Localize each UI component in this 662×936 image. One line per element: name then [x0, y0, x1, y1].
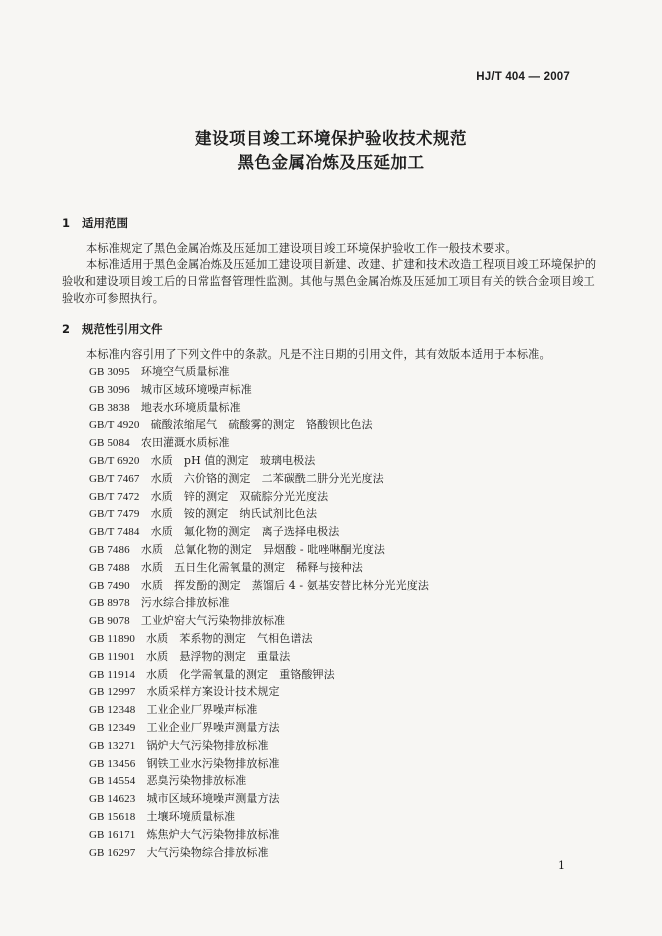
reference-item: [89, 826, 429, 844]
reference-title: 水质 悬浮物的测定 重量法: [146, 649, 291, 663]
reference-item: [89, 808, 429, 826]
reference-item: [89, 719, 429, 737]
reference-item: [89, 772, 429, 790]
reference-item: [89, 416, 429, 434]
reference-code: GB 11890: [89, 632, 135, 645]
reference-title: 土壤环境质量标准: [146, 809, 236, 823]
reference-item: [89, 399, 429, 417]
reference-title: 水质 氟化物的测定 离子选择电极法: [150, 525, 340, 539]
reference-item: [89, 594, 429, 612]
reference-item: [89, 648, 429, 666]
reference-code: GB/T 4920: [89, 419, 140, 432]
reference-item: [89, 790, 429, 808]
reference-item: [89, 577, 429, 595]
reference-item: [89, 434, 429, 452]
reference-code: GB 16171: [89, 828, 136, 841]
reference-title: 硫酸浓缩尾气 硫酸雾的测定 铬酸钡比色法: [150, 418, 373, 432]
reference-code: GB 3838: [89, 401, 130, 414]
reference-code: GB 7490: [89, 579, 130, 592]
reference-code: GB 15618: [89, 810, 136, 823]
paragraph-text: 本标准适用于黑色金属冶炼及压延加工建设项目新建、改建、扩建和技术改造工程项目竣工环境保护的验收和建设项目竣工后的日常监督管理性监测。其他与黑色金属冶炼及压延加工项目有关的铁合金项目竣工验收亦可参照执行。: [62, 258, 597, 305]
reference-item: [89, 488, 429, 506]
section-1-heading: [62, 215, 128, 231]
section-title: 适用范围: [82, 216, 128, 230]
reference-code: GB 11901: [89, 650, 135, 663]
reference-code: GB 12349: [89, 721, 136, 734]
reference-code: GB 13271: [89, 739, 136, 752]
reference-code: GB 3096: [89, 383, 130, 396]
reference-code: GB/T 6920: [89, 454, 140, 467]
reference-item: [89, 541, 429, 559]
reference-item: [89, 452, 429, 470]
reference-title: 钢铁工业水污染物排放标准: [146, 756, 280, 770]
paragraph: [62, 256, 602, 307]
reference-code: GB 16297: [89, 846, 136, 859]
reference-title: 污水综合排放标准: [140, 596, 230, 610]
document-title-line2: 黑色金属冶炼及压延加工: [237, 153, 425, 172]
reference-code: GB 7486: [89, 543, 130, 556]
reference-title: 工业炉窑大气污染物排放标准: [140, 614, 286, 628]
standard-code: HJ/T 404 — 2007: [476, 71, 570, 83]
paragraph-text: 本标准内容引用了下列文件中的条款。凡是不注日期的引用文件，其有效版本适用于本标准。: [86, 348, 551, 361]
reference-title: 大气污染物综合排放标准: [146, 845, 269, 859]
reference-title: 炼焦炉大气污染物排放标准: [146, 827, 280, 841]
reference-title: 水质 五日生化需氧量的测定 稀释与接种法: [140, 560, 363, 574]
reference-title: 水质 六价铬的测定 二苯碳酰二肼分光光度法: [150, 471, 384, 485]
reference-title: 地表水环境质量标准: [140, 400, 241, 414]
reference-item: [89, 559, 429, 577]
reference-code: GB 12997: [89, 686, 136, 699]
reference-code: GB 11914: [89, 668, 135, 681]
reference-title: 水质 挥发酚的测定 蒸馏后 4 - 氨基安替比林分光光度法: [140, 578, 429, 592]
reference-item: [89, 630, 429, 648]
paragraph-text: 本标准规定了黑色金属冶炼及压延加工建设项目竣工环境保护验收工作一般技术要求。: [86, 242, 517, 255]
reference-item: [89, 470, 429, 488]
reference-list: [89, 363, 429, 861]
reference-item: [89, 844, 429, 862]
reference-code: GB 9078: [89, 615, 130, 628]
paragraph: [62, 240, 602, 257]
reference-title: 水质 化学需氧量的测定 重铬酸钾法: [146, 667, 335, 681]
reference-code: GB 14623: [89, 793, 136, 806]
reference-code: GB/T 7472: [89, 490, 140, 503]
reference-item: [89, 363, 429, 381]
reference-title: 水质 总氰化物的测定 异烟酸 - 吡唑啉酮光度法: [140, 542, 385, 556]
reference-code: GB 5084: [89, 437, 130, 450]
reference-item: [89, 666, 429, 684]
reference-title: 工业企业厂界噪声测量方法: [146, 720, 280, 734]
section-number: 2: [62, 322, 71, 336]
reference-item: [89, 701, 429, 719]
reference-title: 城市区域环境噪声测量方法: [146, 792, 280, 806]
reference-title: 恶臭污染物排放标准: [146, 774, 247, 788]
reference-item: [89, 523, 429, 541]
reference-item: [89, 505, 429, 523]
reference-code: GB/T 7479: [89, 508, 140, 521]
reference-title: 环境空气质量标准: [140, 365, 230, 378]
reference-title: 水质 铵的测定 纳氏试剂比色法: [150, 507, 318, 521]
reference-item: [89, 737, 429, 755]
section-title: 规范性引用文件: [82, 322, 163, 336]
section-2-heading: [62, 321, 163, 337]
reference-title: 水质 锌的测定 双硫腙分光光度法: [150, 489, 329, 503]
reference-code: GB 12348: [89, 704, 136, 717]
reference-code: GB 7488: [89, 561, 130, 574]
reference-title: 水质 苯系物的测定 气相色谱法: [146, 631, 313, 645]
section-number: 1: [62, 216, 71, 230]
reference-title: 水质 pH 值的测定 玻璃电极法: [150, 453, 316, 467]
paragraph: [62, 346, 602, 363]
reference-code: GB/T 7484: [89, 526, 140, 539]
reference-title: 城市区域环境噪声标准: [140, 382, 252, 396]
reference-title: 水质采样方案设计技术规定: [146, 685, 280, 699]
document-title-line1: 建设项目竣工环境保护验收技术规范: [195, 129, 467, 148]
reference-title: 锅炉大气污染物排放标准: [146, 738, 269, 752]
reference-item: [89, 381, 429, 399]
reference-title: 农田灌溉水质标准: [140, 436, 230, 450]
reference-code: GB 14554: [89, 775, 136, 788]
reference-code: GB 13456: [89, 757, 136, 770]
reference-item: [89, 755, 429, 773]
reference-item: [89, 612, 429, 630]
reference-code: GB 8978: [89, 597, 130, 610]
reference-item: [89, 683, 429, 701]
reference-code: GB 3095: [89, 366, 130, 378]
page-number: 1: [558, 859, 565, 872]
reference-title: 工业企业厂界噪声标准: [146, 703, 258, 717]
reference-code: GB/T 7467: [89, 472, 140, 485]
